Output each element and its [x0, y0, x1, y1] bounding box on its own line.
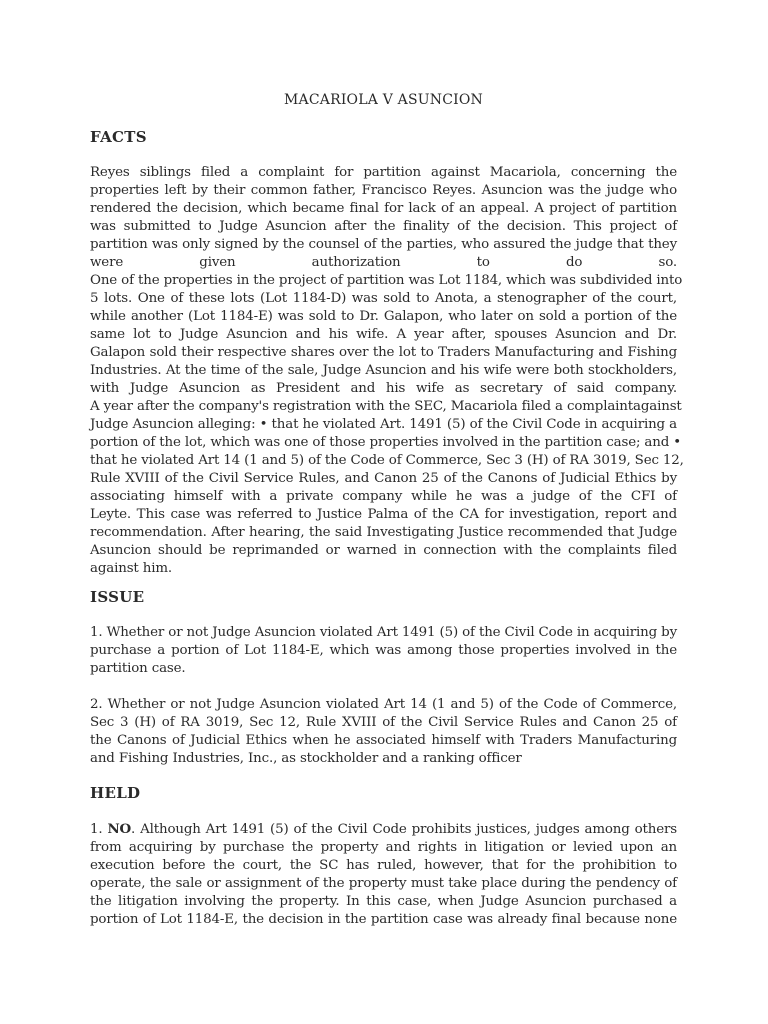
- facts-line: Asuncion should be reprimanded or warned in connection with the complaints filed: [90, 543, 677, 558]
- issue-line: 1. Whether or not Judge Asuncion violated Art 1491 (5) of the Civil Code in acquiring by: [90, 625, 678, 640]
- facts-line: Reyes siblings filed a complaint for partition against Macariola, concerning the: [90, 165, 677, 180]
- held-line-rest: . Although Art 1491 (5) of the Civil Code prohibits justices, judges among others: [131, 822, 677, 837]
- facts-line: were given authorization to do so.: [90, 255, 677, 270]
- issue-line: 2. Whether or not Judge Asuncion violated Art 14 (1 and 5) of the Code of Commerce,: [90, 697, 677, 712]
- facts-line: partition was only signed by the counsel of the parties, who assured the judge that they: [90, 237, 677, 252]
- facts-heading: FACTS: [90, 128, 147, 146]
- issue-heading: ISSUE: [90, 588, 145, 606]
- facts-line: rendered the decision, which became final for lack of an appeal. A project of partition: [90, 201, 677, 216]
- issue-item-2: [90, 696, 677, 768]
- facts-line: A year after the company's registration with the SEC, Macariola filed a complaintagainst: [90, 399, 682, 414]
- issue-line: Sec 3 (H) of RA 3019, Sec 12, Rule XVIII of the Civil Service Rules and Canon 25 of: [90, 715, 677, 730]
- held-item-1: [90, 820, 677, 929]
- held-item-number: 1.: [90, 822, 108, 837]
- issue-line: and Fishing Industries, Inc., as stockholder and a ranking officer: [90, 751, 522, 766]
- facts-line: that he violated Art 14 (1 and 5) of the Code of Commerce, Sec 3 (H) of RA 3019, Sec 12,: [90, 453, 684, 468]
- facts-line: with Judge Asuncion as President and his wife as secretary of said company.: [90, 381, 677, 396]
- held-line: the litigation involving the property. In this case, when Judge Asuncion purchased a: [90, 894, 677, 909]
- facts-line: properties left by their common father, Francisco Reyes. Asuncion was the judge who: [90, 183, 677, 198]
- facts-line: Galapon sold their respective shares over the lot to Traders Manufacturing and Fishing: [90, 345, 677, 360]
- facts-line: recommendation. After hearing, the said Investigating Justice recommended that Judge: [90, 525, 677, 540]
- held-line: execution before the court, the SC has ruled, however, that for the prohibition to: [90, 858, 677, 873]
- held-heading: HELD: [90, 784, 141, 802]
- held-line: [90, 820, 677, 839]
- facts-line: portion of the lot, which was one of those properties involved in the partition case; and •: [90, 435, 682, 450]
- issue-line: the Canons of Judicial Ethics when he associated himself with Traders Manufacturing: [90, 733, 677, 748]
- facts-line: 5 lots. One of these lots (Lot 1184-D) was sold to Anota, a stenographer of the court,: [90, 291, 677, 306]
- held-line: operate, the sale or assignment of the property must take place during the pendency of: [90, 876, 677, 891]
- facts-line: associating himself with a private company while he was a judge of the CFI of: [90, 489, 677, 504]
- facts-line: was submitted to Judge Asuncion after the finality of the decision. This project of: [90, 219, 677, 234]
- issue-line: purchase a portion of Lot 1184-E, which was among those properties involved in the: [90, 643, 677, 658]
- document-title: MACARIOLA V ASUNCION: [284, 92, 483, 108]
- facts-line: same lot to Judge Asuncion and his wife. A year after, spouses Asuncion and Dr.: [90, 327, 677, 342]
- facts-line: Industries. At the time of the sale, Judge Asuncion and his wife were both stockholders,: [90, 363, 677, 378]
- held-line: portion of Lot 1184-E, the decision in the partition case was already final because none: [90, 912, 677, 927]
- facts-line: One of the properties in the project of partition was Lot 1184, which was subdivided into: [90, 273, 683, 288]
- held-answer: NO: [107, 821, 132, 837]
- issue-line: partition case.: [90, 661, 186, 676]
- facts-line: against him.: [90, 561, 173, 576]
- facts-line: Leyte. This case was referred to Justice Palma of the CA for investigation, report and: [90, 507, 677, 522]
- facts-line: Rule XVIII of the Civil Service Rules, and Canon 25 of the Canons of Judicial Ethics by: [90, 471, 677, 486]
- issue-item-1: [90, 624, 677, 678]
- facts-line: Judge Asuncion alleging: • that he violated Art. 1491 (5) of the Civil Code in acquiring a: [90, 417, 677, 432]
- facts-line: while another (Lot 1184-E) was sold to Dr. Galapon, who later on sold a portion of the: [90, 309, 677, 324]
- held-line: from acquiring by purchase the property and rights in litigation or levied upon an: [90, 840, 677, 855]
- facts-paragraph: [90, 164, 684, 578]
